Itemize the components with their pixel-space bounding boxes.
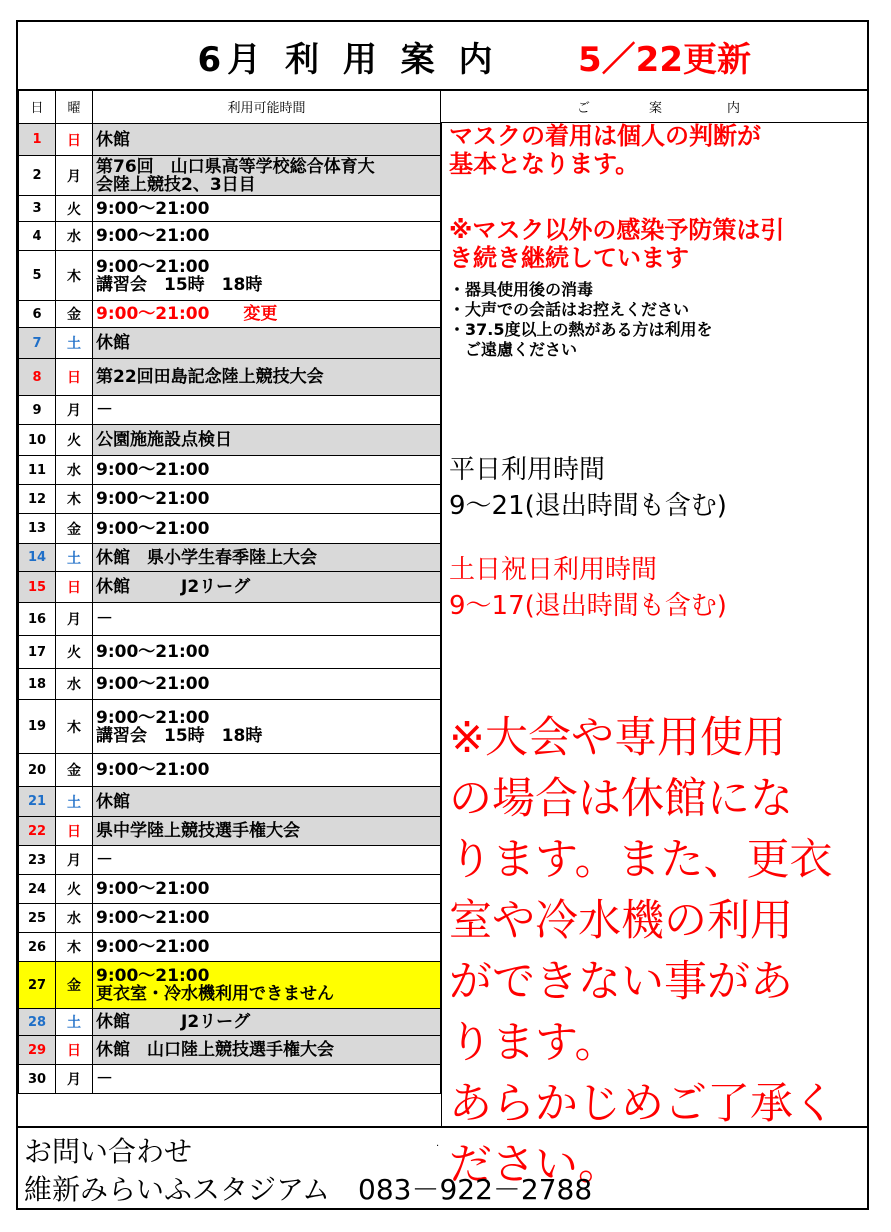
hours-line: 会陸上競技2、3日目 <box>96 174 256 195</box>
table-row <box>19 787 441 817</box>
hours-cell <box>93 572 441 603</box>
day-cell: 4 <box>19 222 56 251</box>
guide-header <box>441 89 867 123</box>
weekday-cell: 金 <box>56 514 93 544</box>
weekday-cell: 金 <box>56 301 93 328</box>
hours-cell <box>93 962 441 1009</box>
hours-line: 9:00～21:00 <box>96 966 210 986</box>
hours-cell <box>93 301 441 328</box>
day-cell: 11 <box>19 456 56 485</box>
hours-cell <box>93 196 441 222</box>
weekday-cell: 土 <box>56 544 93 572</box>
hours-cell <box>93 846 441 875</box>
hours-cell <box>93 787 441 817</box>
hours-cell <box>93 485 441 514</box>
weekday-cell: 火 <box>56 196 93 222</box>
table-row <box>19 156 441 196</box>
day-cell: 1 <box>19 124 56 156</box>
contact-phone: 維新みらいふスタジアム 083－922－2788 <box>24 1173 593 1206</box>
day-cell: 26 <box>19 933 56 962</box>
day-cell: 19 <box>19 700 56 754</box>
hours-cell <box>93 425 441 456</box>
weekday-cell: 月 <box>56 156 93 196</box>
day-cell: 21 <box>19 787 56 817</box>
hours-line: － <box>96 400 113 420</box>
table-row <box>19 700 441 754</box>
weekday-cell: 金 <box>56 754 93 787</box>
hours-cell <box>93 754 441 787</box>
hours-line: － <box>96 609 113 629</box>
table-row <box>19 222 441 251</box>
text-line: き続き継続しています <box>449 244 689 272</box>
hours-cell <box>93 1009 441 1036</box>
day-cell: 15 <box>19 572 56 603</box>
hours-cell <box>93 817 441 846</box>
prevention-notice <box>449 216 784 272</box>
weekday-cell: 木 <box>56 485 93 514</box>
weekday-cell: 月 <box>56 846 93 875</box>
hours-line: 更衣室・冷水機利用できません <box>96 984 334 1004</box>
hours-line: 休館 J2リーグ <box>96 1012 251 1032</box>
hours-line: 9:00～21:00 <box>96 674 210 694</box>
text-line: 9～21(退出時間も含む) <box>449 491 727 521</box>
weekday-cell: 日 <box>56 1036 93 1065</box>
hours-line: － <box>96 1069 113 1089</box>
closure-notice <box>449 708 836 1196</box>
hours-line: 9:00～21:00 <box>96 908 210 928</box>
text-line: 平日利用時間 <box>449 455 606 485</box>
table-row <box>19 817 441 846</box>
prevention-list <box>449 280 712 360</box>
weekday-cell: 水 <box>56 222 93 251</box>
hours-line: 9:00～21:00 <box>96 707 210 728</box>
day-cell: 12 <box>19 485 56 514</box>
table-row <box>19 669 441 700</box>
hours-line: 9:00～21:00 <box>96 489 210 509</box>
weekday-cell: 木 <box>56 251 93 301</box>
day-cell: 14 <box>19 544 56 572</box>
schedule-table <box>18 89 441 1094</box>
table-row <box>19 875 441 904</box>
weekday-cell: 日 <box>56 359 93 396</box>
day-cell: 28 <box>19 1009 56 1036</box>
table-row <box>19 933 441 962</box>
hours-cell <box>93 544 441 572</box>
hours-line: 公園施施設点検日 <box>96 430 232 450</box>
text-line: ります。また、更衣 <box>449 835 833 885</box>
table-row <box>19 904 441 933</box>
day-cell: 3 <box>19 196 56 222</box>
weekday-cell: 土 <box>56 1009 93 1036</box>
day-cell: 27 <box>19 962 56 1009</box>
hours-line: 9:00～21:00 <box>96 879 210 899</box>
guide-header-char: ご <box>577 101 591 116</box>
weekday-cell: 金 <box>56 962 93 1009</box>
day-cell: 20 <box>19 754 56 787</box>
table-row <box>19 636 441 669</box>
text-line: マスクの着用は個人の判断が <box>449 122 761 150</box>
hours-line: 9:00～21:00 <box>96 760 210 780</box>
day-cell: 2 <box>19 156 56 196</box>
contact-label: お問い合わせ <box>24 1135 193 1168</box>
text-line: の場合は休館にな <box>449 774 793 824</box>
hours-cell <box>93 156 441 196</box>
table-row <box>19 846 441 875</box>
hours-cell <box>93 124 441 156</box>
hours-cell <box>93 328 441 359</box>
text-line: ができない事があ <box>449 957 793 1007</box>
hours-line: 9:00～21:00 <box>96 518 210 539</box>
weekday-cell: 木 <box>56 933 93 962</box>
hours-cell <box>93 1036 441 1065</box>
weekday-cell: 水 <box>56 669 93 700</box>
title-bar <box>18 22 867 91</box>
table-row <box>19 251 441 301</box>
text-line: 9～17(退出時間も含む) <box>449 591 727 621</box>
guide-panel <box>441 122 868 1190</box>
hours-line: 9:00～21:00 <box>96 937 210 957</box>
hours-line: 9:00～21:00 <box>96 460 210 480</box>
table-row <box>19 603 441 636</box>
hours-cell <box>93 456 441 485</box>
weekday-hours <box>449 452 727 524</box>
weekday-cell: 土 <box>56 328 93 359</box>
weekday-cell: 水 <box>56 456 93 485</box>
hours-line: 休館 <box>96 333 130 353</box>
hours-line: 講習会 15時 18時 <box>96 725 263 746</box>
hours-cell <box>93 669 441 700</box>
hours-cell <box>93 514 441 544</box>
hours-cell <box>93 636 441 669</box>
list-item: ご遠慮ください <box>449 340 578 359</box>
day-cell: 30 <box>19 1065 56 1094</box>
text-line: 基本となります。 <box>449 150 640 178</box>
day-cell: 18 <box>19 669 56 700</box>
hours-cell <box>93 359 441 396</box>
guide-header-char: 案 <box>649 101 663 116</box>
hours-cell <box>93 700 441 754</box>
day-cell: 16 <box>19 603 56 636</box>
list-item: ・器具使用後の消毒 <box>449 280 594 299</box>
hours-cell <box>93 251 441 301</box>
hours-line: 9:00～21:00 <box>96 226 210 246</box>
table-row <box>19 301 441 328</box>
header-day: 日 <box>19 90 56 124</box>
weekday-cell: 月 <box>56 396 93 425</box>
table-row <box>19 196 441 222</box>
weekday-cell: 日 <box>56 817 93 846</box>
hours-cell <box>93 933 441 962</box>
table-row <box>19 485 441 514</box>
schedule-rows <box>19 124 441 1094</box>
weekday-cell: 月 <box>56 1065 93 1094</box>
hours-line: 第76回 山口県高等学校総合体育大 <box>96 156 375 177</box>
text-line: ります。 <box>449 1018 618 1068</box>
text-line: ださい。 <box>449 1140 621 1190</box>
table-row <box>19 544 441 572</box>
table-row <box>19 359 441 396</box>
weekday-cell: 火 <box>56 425 93 456</box>
text-line: ※マスク以外の感染予防策は引 <box>449 216 785 244</box>
table-row <box>19 572 441 603</box>
hours-cell <box>93 875 441 904</box>
hours-line: 休館 J2リーグ <box>96 577 251 597</box>
weekday-cell: 水 <box>56 904 93 933</box>
guide-header-char: 内 <box>727 101 741 116</box>
update-date: 5／22更新 <box>578 40 751 80</box>
table-row <box>19 754 441 787</box>
day-cell: 22 <box>19 817 56 846</box>
weekday-cell: 月 <box>56 603 93 636</box>
hours-line: 県中学陸上競技選手権大会 <box>96 821 300 841</box>
day-cell: 8 <box>19 359 56 396</box>
mask-notice <box>449 122 761 178</box>
hours-line: 講習会 15時 18時 <box>96 274 263 295</box>
day-cell: 6 <box>19 301 56 328</box>
page-title: 6月 利 用 案 内 <box>197 40 499 80</box>
day-cell: 10 <box>19 425 56 456</box>
hours-line: 9:00～21:00 <box>96 198 210 219</box>
table-row <box>19 1036 441 1065</box>
hours-cell <box>93 222 441 251</box>
weekday-cell: 火 <box>56 636 93 669</box>
table-row <box>19 396 441 425</box>
hours-cell <box>93 603 441 636</box>
table-row <box>19 328 441 359</box>
header-hours: 利用可能時間 <box>93 90 441 124</box>
table-row <box>19 456 441 485</box>
stray-dot: . <box>436 1138 440 1149</box>
table-row <box>19 425 441 456</box>
weekday-cell: 火 <box>56 875 93 904</box>
day-cell: 13 <box>19 514 56 544</box>
hours-line: 9:00～21:00 変更 <box>96 304 278 324</box>
day-cell: 7 <box>19 328 56 359</box>
table-row <box>19 962 441 1009</box>
list-item: ・大声での会話はお控えください <box>449 300 690 319</box>
day-cell: 17 <box>19 636 56 669</box>
list-item: ・37.5度以上の熱がある方は利用を <box>449 320 713 339</box>
hours-line: 休館 <box>96 791 130 812</box>
schedule-sheet <box>16 20 869 1210</box>
weekend-hours <box>449 552 727 624</box>
table-row <box>19 514 441 544</box>
hours-line: 休館 山口陸上競技選手権大会 <box>96 1040 334 1060</box>
header-dow: 曜 <box>56 90 93 124</box>
text-line: 室や冷水機の利用 <box>449 896 793 946</box>
weekday-cell: 土 <box>56 787 93 817</box>
hours-cell <box>93 904 441 933</box>
weekday-cell: 日 <box>56 124 93 156</box>
table-row <box>19 1065 441 1094</box>
weekday-cell: 日 <box>56 572 93 603</box>
text-line: あらかじめご了承く <box>449 1079 836 1129</box>
table-header-row <box>19 90 441 124</box>
day-cell: 5 <box>19 251 56 301</box>
weekday-cell: 木 <box>56 700 93 754</box>
table-row <box>19 124 441 156</box>
hours-line: 9:00～21:00 <box>96 642 210 662</box>
text-line: 土日祝日利用時間 <box>449 555 658 585</box>
day-cell: 25 <box>19 904 56 933</box>
hours-line: 第22回田島記念陸上競技大会 <box>96 367 324 387</box>
contact-section <box>18 1126 867 1212</box>
hours-line: 9:00～21:00 <box>96 256 210 277</box>
hours-line: 休館 県小学生春季陸上大会 <box>96 547 317 568</box>
day-cell: 29 <box>19 1036 56 1065</box>
hours-cell <box>93 1065 441 1094</box>
text-line: ※大会や専用使用 <box>449 713 787 763</box>
table-row <box>19 1009 441 1036</box>
hours-cell <box>93 396 441 425</box>
hours-line: 休館 <box>96 129 130 150</box>
hours-line: － <box>96 850 113 870</box>
day-cell: 23 <box>19 846 56 875</box>
day-cell: 9 <box>19 396 56 425</box>
day-cell: 24 <box>19 875 56 904</box>
